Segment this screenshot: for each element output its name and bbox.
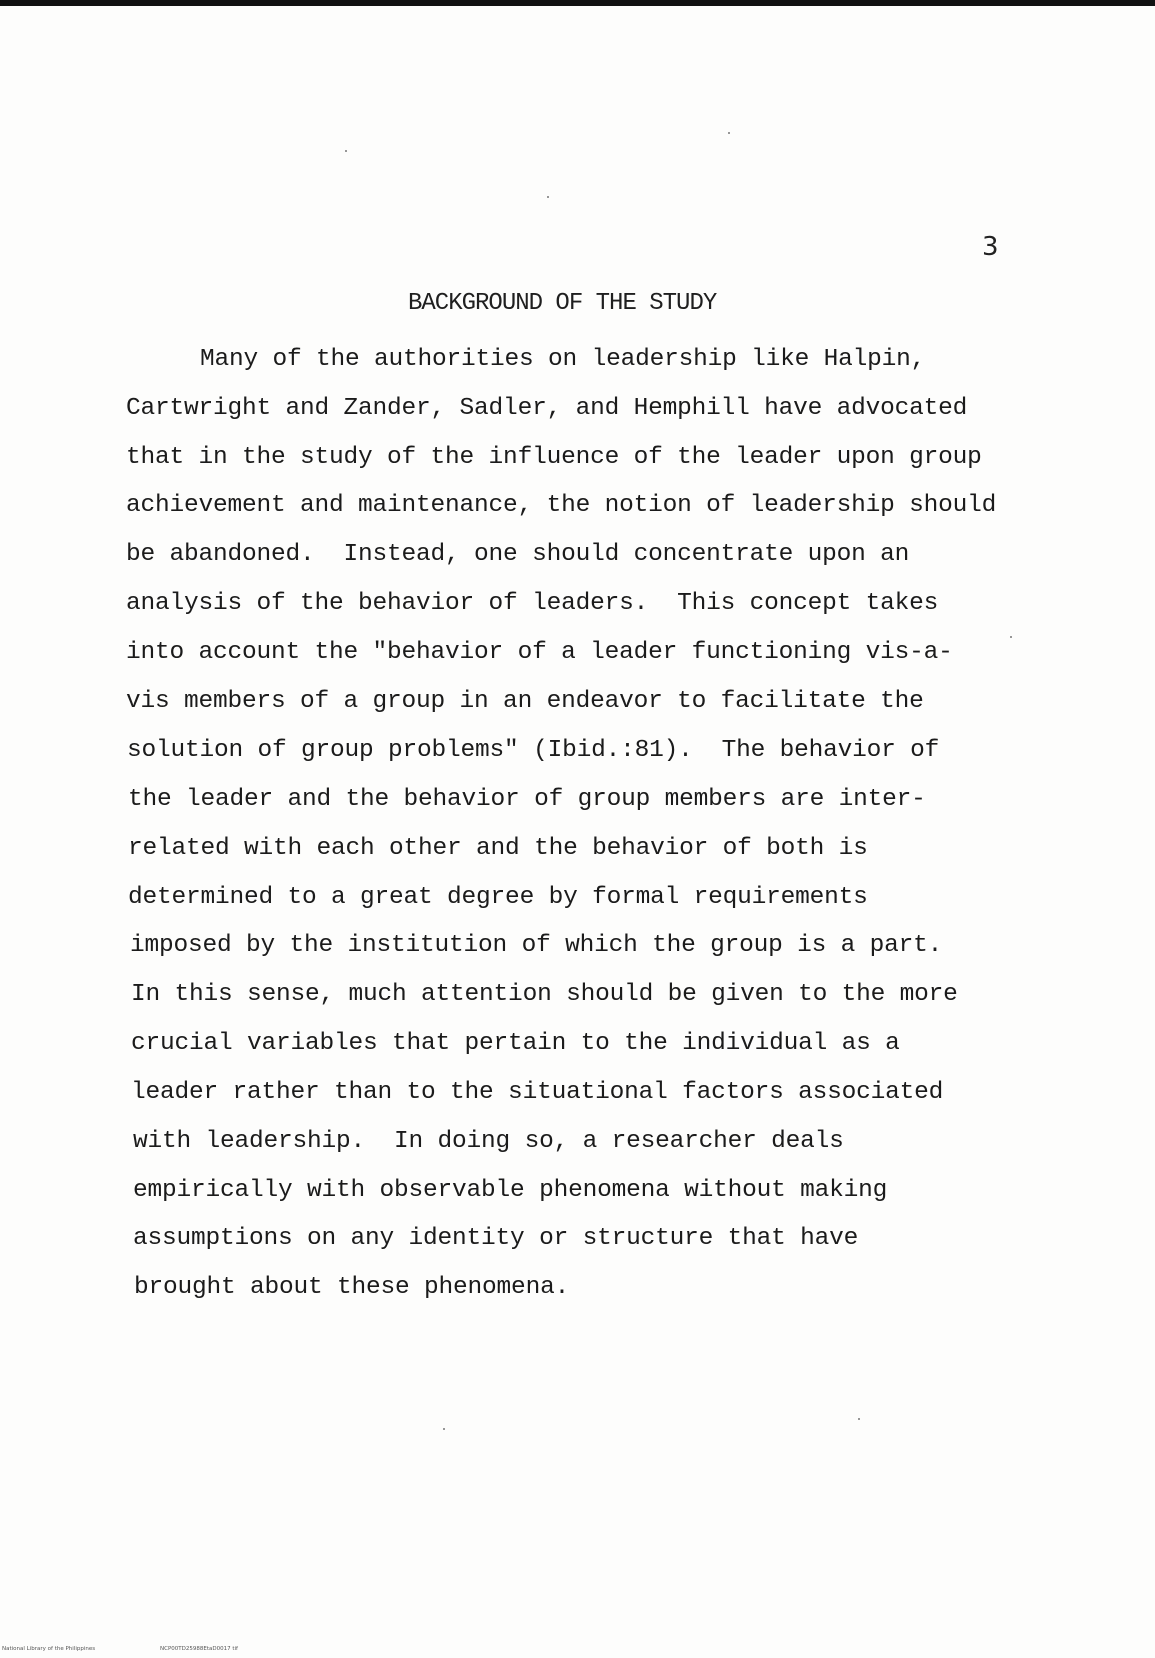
text-line: analysis of the behavior of leaders. This concept takes xyxy=(126,590,939,617)
text-line: empirically with observable phenomena without making xyxy=(133,1177,888,1204)
text-line: assumptions on any identity or structure that have xyxy=(133,1225,859,1252)
text-line: vis members of a group in an endeavor to facilitate the xyxy=(126,688,924,715)
scan-speck xyxy=(1010,636,1012,638)
text-line: Cartwright and Zander, Sadler, and Hemphill have advocated xyxy=(126,395,968,422)
footer-library: National Library of the Philippines xyxy=(2,1646,96,1652)
text-line: related with each other and the behavior of both is xyxy=(128,835,868,862)
text-line: In this sense, much attention should be given to the more xyxy=(131,981,958,1008)
scan-speck xyxy=(345,150,347,152)
scan-speck xyxy=(443,1428,445,1430)
footer-file-id: NCP00TD25988EtaD0017 tif xyxy=(160,1646,238,1652)
text-line: leader rather than to the situational factors associated xyxy=(131,1079,944,1106)
scan-speck xyxy=(858,1418,860,1420)
text-line: with leadership. In doing so, a researcher deals xyxy=(133,1128,844,1155)
page-number: 3 xyxy=(982,232,999,262)
text-line: be abandoned. Instead, one should concentrate upon an xyxy=(126,541,910,568)
text-line: brought about these phenomena. xyxy=(134,1274,570,1301)
text-line: achievement and maintenance, the notion of leadership should xyxy=(126,492,997,519)
text-line: into account the "behavior of a leader functioning vis-a- xyxy=(126,639,953,666)
text-line: Many of the authorities on leadership like Halpin, xyxy=(200,346,926,373)
scan-top-edge xyxy=(0,0,1155,6)
text-line: imposed by the institution of which the group is a part. xyxy=(130,932,943,959)
text-line: the leader and the behavior of group members are inter- xyxy=(128,786,926,813)
scan-speck xyxy=(547,196,549,198)
scan-speck xyxy=(728,132,730,134)
section-heading: BACKGROUND OF THE STUDY xyxy=(408,290,717,317)
text-line: solution of group problems" (Ibid.:81). The behavior of xyxy=(127,737,940,764)
text-line: that in the study of the influence of the leader upon group xyxy=(126,444,982,471)
text-line: crucial variables that pertain to the individual as a xyxy=(131,1030,900,1057)
text-line: determined to a great degree by formal requirements xyxy=(128,884,868,911)
